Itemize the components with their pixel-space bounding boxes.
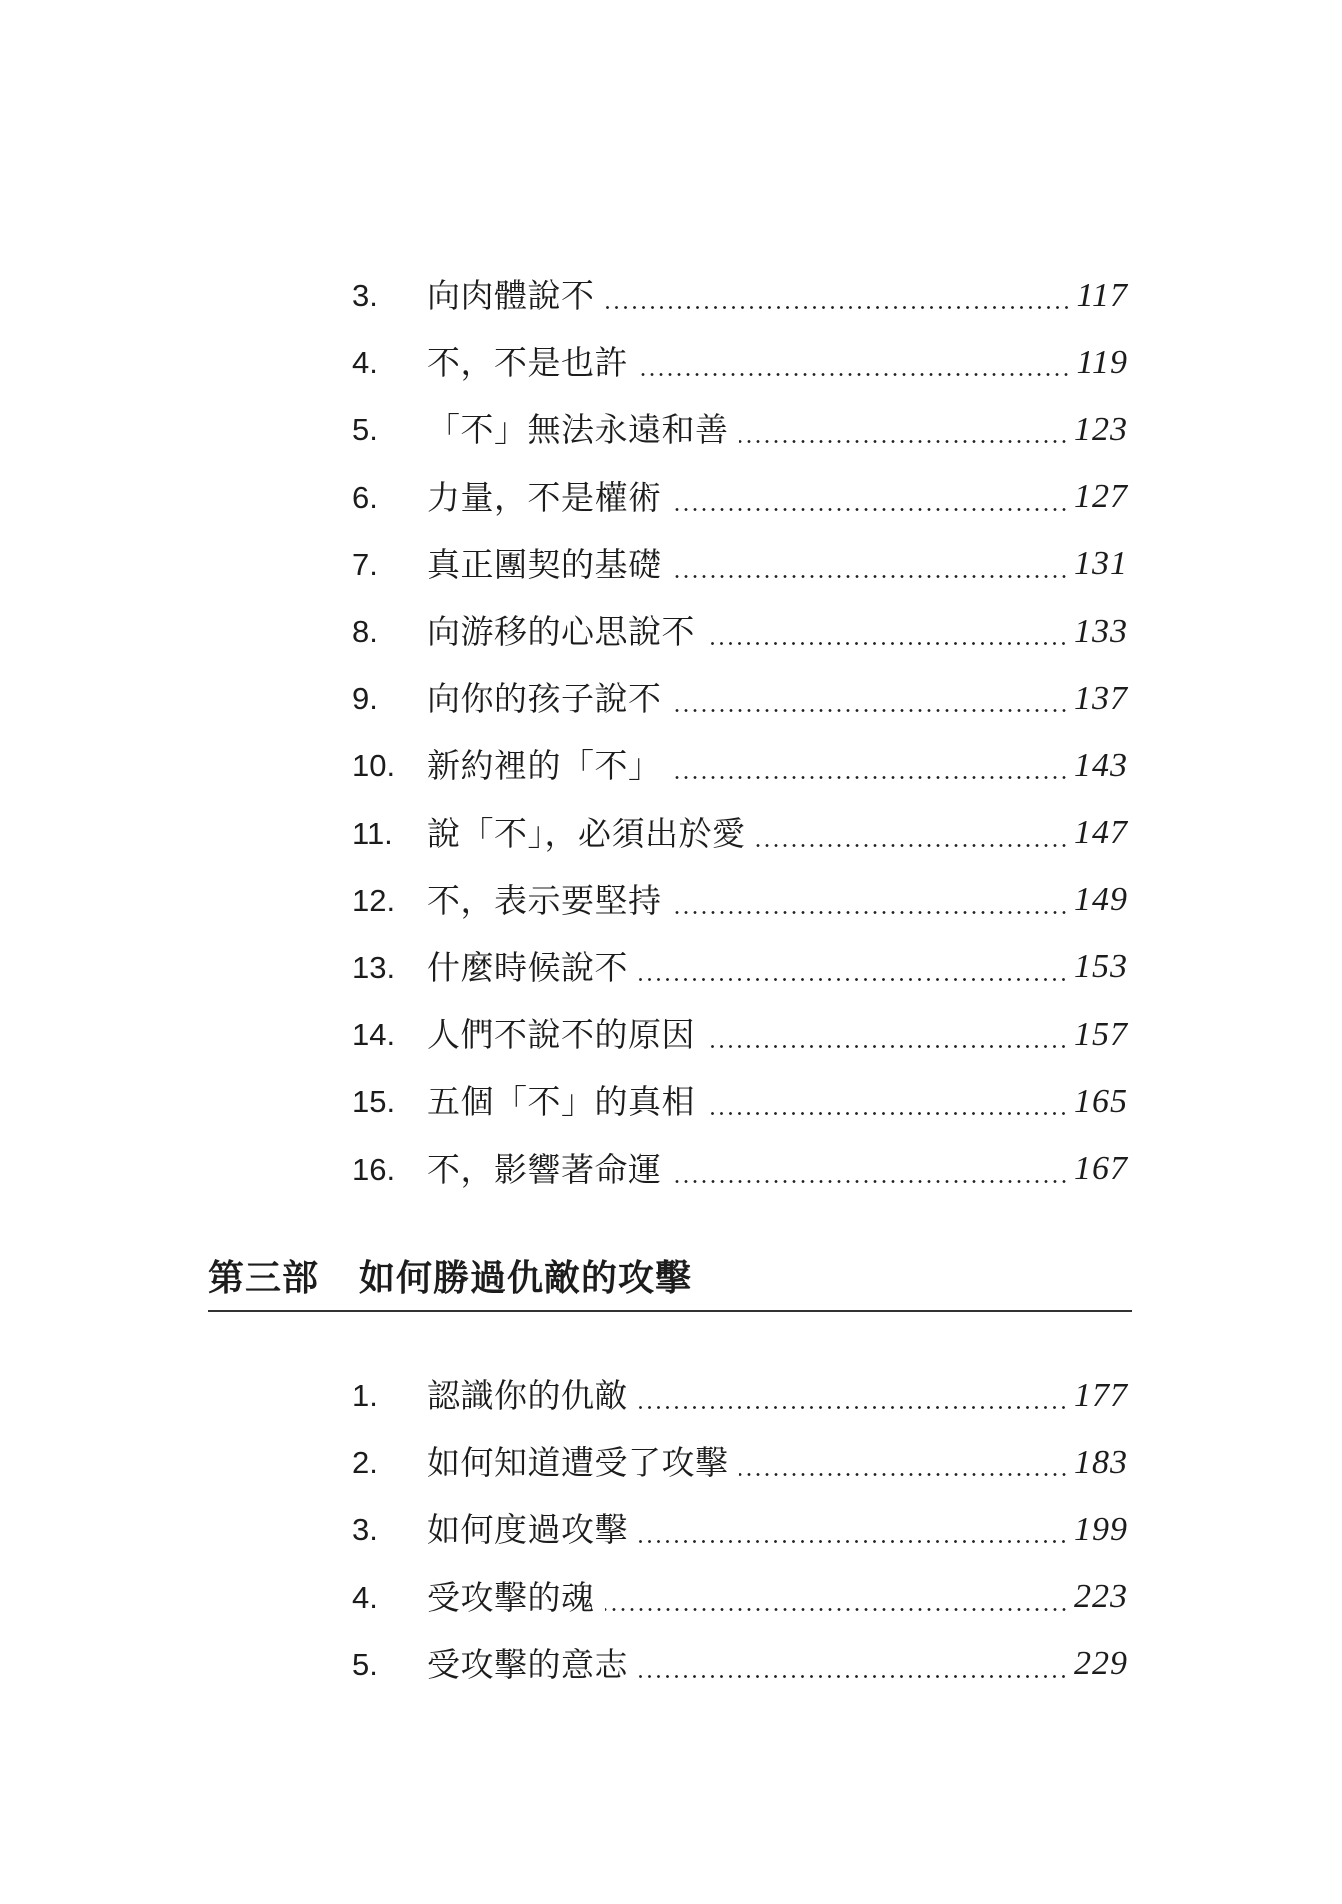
entry-number: 5. xyxy=(352,412,378,448)
toc-list-part-three xyxy=(352,1362,1128,1698)
toc-entry xyxy=(352,1068,1128,1135)
entry-title: 不，表示要堅持 xyxy=(427,880,662,920)
entry-number: 16. xyxy=(352,1151,396,1187)
entry-title: 認識你的仇敵 xyxy=(427,1376,628,1416)
entry-page-number: 157 xyxy=(1074,1015,1128,1053)
entry-page-number: 137 xyxy=(1074,679,1128,717)
entry-title: 「不」無法永遠和善 xyxy=(427,410,729,450)
dot-leader xyxy=(605,306,1071,309)
dot-leader xyxy=(756,844,1069,847)
entry-page-number: 199 xyxy=(1074,1510,1128,1548)
entry-title: 向游移的心思說不 xyxy=(427,612,695,652)
entry-page-number: 183 xyxy=(1074,1443,1128,1481)
entry-page-number: 143 xyxy=(1074,746,1128,784)
entry-page-number: 133 xyxy=(1074,612,1128,650)
entry-number: 15. xyxy=(352,1084,396,1120)
part-three-heading xyxy=(208,1240,1132,1312)
dot-leader xyxy=(638,1675,1068,1678)
entry-title: 如何知道遭受了攻擊 xyxy=(427,1443,729,1483)
dot-leader xyxy=(739,1473,1069,1476)
entry-number: 3. xyxy=(352,1512,378,1548)
dot-leader xyxy=(672,776,1069,779)
entry-title: 真正團契的基礎 xyxy=(427,544,662,584)
entry-number: 2. xyxy=(352,1445,378,1481)
dot-leader xyxy=(638,1406,1068,1409)
toc-entry xyxy=(352,934,1128,1001)
entry-page-number: 167 xyxy=(1074,1150,1128,1188)
dot-leader xyxy=(705,1112,1068,1115)
toc-entry xyxy=(352,262,1128,329)
entry-title: 受攻擊的意志 xyxy=(427,1644,628,1684)
toc-entry xyxy=(352,1001,1128,1068)
dot-leader xyxy=(638,1540,1068,1543)
entry-page-number: 165 xyxy=(1074,1082,1128,1120)
entry-page-number: 131 xyxy=(1074,545,1128,583)
entry-number: 13. xyxy=(352,949,396,985)
entry-number: 10. xyxy=(352,748,396,784)
toc-entry xyxy=(352,867,1128,934)
toc-list-part-two xyxy=(352,262,1128,1203)
toc-entry xyxy=(352,800,1128,867)
entry-title: 向你的孩子說不 xyxy=(427,679,662,719)
entry-page-number: 119 xyxy=(1076,343,1128,381)
entry-number: 4. xyxy=(352,1579,378,1615)
entry-number: 7. xyxy=(352,546,378,582)
toc-entry xyxy=(352,732,1128,799)
toc-entry xyxy=(352,464,1128,531)
part-label: 第三部 xyxy=(208,1256,320,1299)
dot-leader xyxy=(739,440,1069,443)
toc-entry xyxy=(352,329,1128,396)
entry-number: 12. xyxy=(352,882,396,918)
dot-leader xyxy=(638,978,1068,981)
entry-number: 11. xyxy=(352,815,393,851)
dot-leader xyxy=(605,1608,1069,1611)
entry-number: 5. xyxy=(352,1646,378,1682)
entry-page-number: 149 xyxy=(1074,881,1128,919)
entry-number: 1. xyxy=(352,1378,378,1414)
entry-title: 受攻擊的魂 xyxy=(427,1577,595,1617)
dot-leader xyxy=(705,642,1068,645)
toc-entry xyxy=(352,1564,1128,1631)
entry-number: 3. xyxy=(352,278,378,314)
toc-entry xyxy=(352,1362,1128,1429)
entry-title: 說「不」，必須出於愛 xyxy=(427,813,746,853)
entry-title: 新約裡的「不」 xyxy=(427,746,662,786)
entry-page-number: 177 xyxy=(1074,1376,1128,1414)
entry-title: 什麼時候說不 xyxy=(427,947,628,987)
dot-leader xyxy=(672,1180,1069,1183)
dot-leader xyxy=(672,508,1069,511)
dot-leader xyxy=(672,575,1069,578)
entry-title: 人們不說不的原因 xyxy=(427,1015,695,1055)
toc-entry xyxy=(352,396,1128,463)
entry-page-number: 147 xyxy=(1074,814,1128,852)
dot-leader xyxy=(705,1045,1068,1048)
entry-title: 如何度過攻擊 xyxy=(427,1510,628,1550)
entry-number: 14. xyxy=(352,1017,396,1053)
entry-page-number: 123 xyxy=(1074,410,1128,448)
toc-entry xyxy=(352,1429,1128,1496)
entry-title: 力量，不是權術 xyxy=(427,477,662,517)
entry-page-number: 153 xyxy=(1074,948,1128,986)
entry-page-number: 127 xyxy=(1074,478,1128,516)
entry-number: 4. xyxy=(352,345,378,381)
entry-page-number: 117 xyxy=(1076,276,1128,314)
entry-page-number: 223 xyxy=(1074,1578,1128,1616)
entry-title: 不，不是也許 xyxy=(427,343,628,383)
part-title: 如何勝過仇敵的攻擊 xyxy=(359,1256,693,1299)
toc-entry xyxy=(352,1631,1128,1698)
entry-number: 6. xyxy=(352,479,378,515)
entry-number: 9. xyxy=(352,681,378,717)
toc-entry xyxy=(352,1135,1128,1202)
toc-entry xyxy=(352,598,1128,665)
toc-entry xyxy=(352,665,1128,732)
entry-number: 8. xyxy=(352,614,378,650)
dot-leader xyxy=(672,911,1069,914)
toc-entry xyxy=(352,1496,1128,1563)
toc-entry xyxy=(352,531,1128,598)
dot-leader xyxy=(638,373,1071,376)
entry-title: 向肉體說不 xyxy=(427,276,595,316)
dot-leader xyxy=(672,709,1069,712)
entry-title: 五個「不」的真相 xyxy=(427,1082,695,1122)
entry-page-number: 229 xyxy=(1074,1645,1128,1683)
entry-title: 不，影響著命運 xyxy=(427,1149,662,1189)
